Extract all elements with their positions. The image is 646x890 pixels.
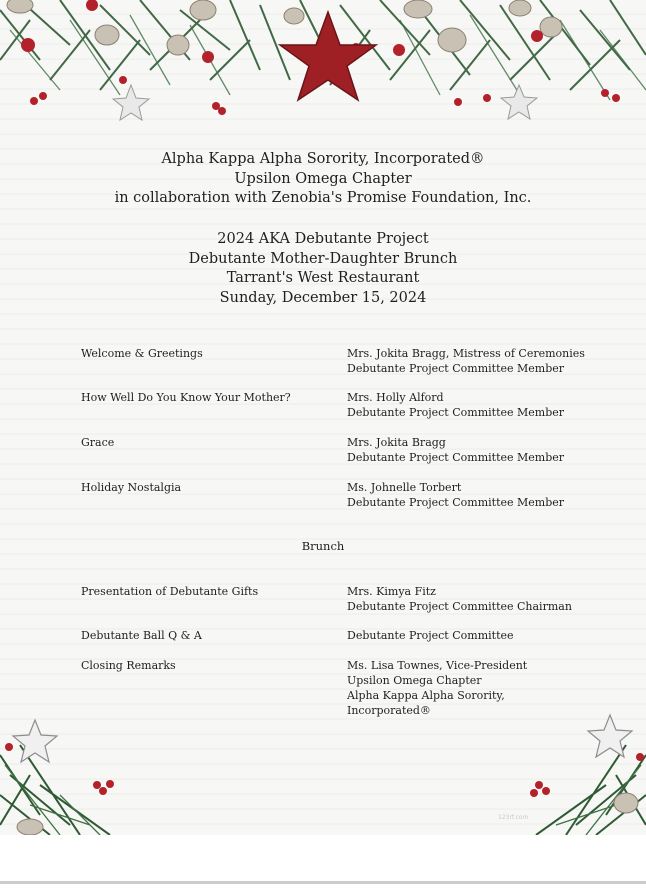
presenter-line: Ms. Johnelle Torbert — [347, 481, 462, 494]
program-item: Closing Remarks — [81, 659, 176, 672]
org-header — [0, 150, 646, 209]
presenter-line: Incorporated® — [347, 704, 431, 717]
presenter-line: Debutante Project Committee Chairman — [347, 600, 572, 613]
program-item: Welcome & Greetings — [81, 347, 203, 360]
program-presenter — [347, 346, 607, 376]
program-item: Presentation of Debutante Gifts — [81, 585, 259, 598]
program-item: Grace — [81, 436, 115, 449]
scan-margin — [0, 835, 646, 890]
collaboration-line: in collaboration with Zenobia's Promise Foundation, Inc. — [114, 190, 532, 206]
event-title: Debutante Mother-Daughter Brunch — [188, 250, 458, 267]
presenter-line: Upsilon Omega Chapter — [347, 674, 482, 687]
program-presenter — [347, 658, 607, 718]
garland-corner-left — [0, 685, 140, 835]
project-title: 2024 AKA Debutante Project — [217, 231, 429, 247]
event-date: Sunday, December 15, 2024 — [219, 289, 427, 306]
program-presenter — [347, 390, 607, 420]
program-item: How Well Do You Know Your Mother? — [81, 391, 291, 404]
event-header — [0, 230, 646, 308]
christmas-garland — [0, 0, 646, 130]
presenter-line: Debutante Project Committee Member — [347, 406, 565, 419]
presenter-line: Ms. Lisa Townes, Vice-President — [347, 659, 528, 672]
org-name: Alpha Kappa Alpha Sorority, Incorporated® — [161, 151, 485, 167]
program-item: Holiday Nostalgia — [81, 481, 182, 494]
presenter-line: Alpha Kappa Alpha Sorority, — [347, 689, 505, 702]
presenter-line: Debutante Project Committee Member — [347, 496, 565, 509]
presenter-line: Mrs. Holly Alford — [347, 391, 444, 404]
event-venue: Tarrant's West Restaurant — [226, 270, 420, 286]
program-presenter — [347, 435, 607, 465]
chapter-name: Upsilon Omega Chapter — [234, 170, 412, 187]
program-presenter — [347, 480, 607, 510]
program-presenter — [347, 628, 607, 643]
program-item: Debutante Ball Q & A — [81, 629, 202, 642]
presenter-line: Mrs. Jokita Bragg, Mistress of Ceremonies — [347, 347, 585, 360]
presenter-line: Mrs. Kimya Fitz — [347, 585, 436, 598]
presenter-line: Debutante Project Committee Member — [347, 362, 565, 375]
scan-edge — [0, 881, 646, 884]
brunch-label: Brunch — [301, 539, 345, 553]
watermark: 123rf.com — [498, 814, 529, 821]
presenter-line: Mrs. Jokita Bragg — [347, 436, 446, 449]
presenter-line: Debutante Project Committee Member — [347, 451, 565, 464]
program-presenter — [347, 584, 607, 614]
presenter-line: Debutante Project Committee — [347, 629, 514, 642]
